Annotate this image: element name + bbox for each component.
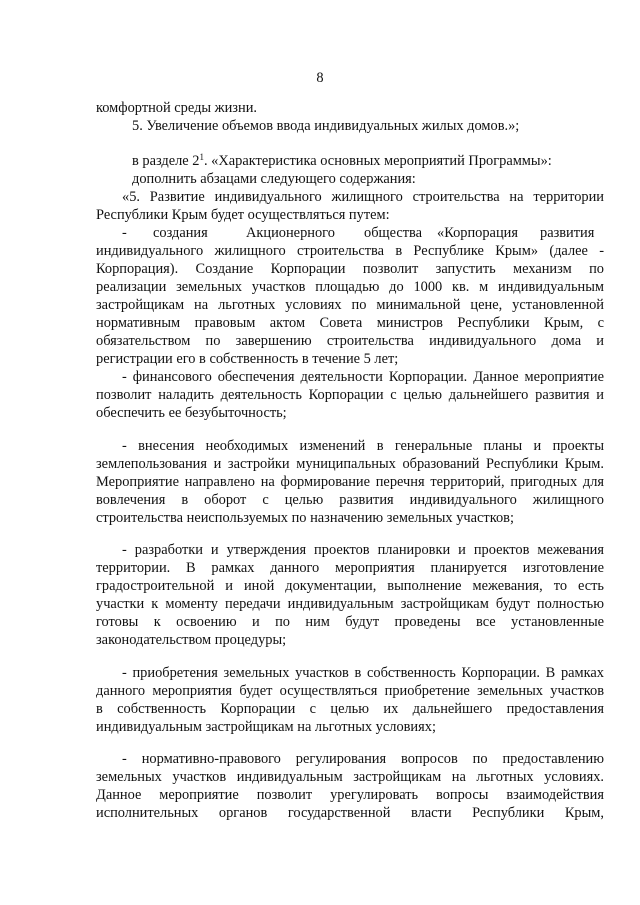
bullet-dash: -	[122, 225, 127, 241]
text-line: - приобретения земельных участков в собственность Корпорации. В рамках	[122, 665, 604, 681]
text-line: Республики Крым будет осуществляться путем:	[96, 207, 390, 223]
text-line: застройщикам на льготных условиях по минимальной цене, установленной	[96, 297, 604, 313]
text-line: Данное мероприятие позволит урегулировать вопросы взаимодействия	[96, 787, 604, 803]
section-reference-line	[132, 152, 552, 170]
text-line: - разработки и утверждения проектов планировки и проектов межевания	[122, 542, 604, 558]
text-line: земельных участков индивидуальным застройщикам на льготных условиях.	[96, 769, 604, 785]
text-line: строительства неиспользуемых по назначению земельных участков;	[96, 510, 514, 526]
text-line: исполнительных органов государственной власти Республики Крым,	[96, 805, 604, 821]
text-line: Корпорация). Создание Корпорации позволит запустить механизм по	[96, 261, 604, 277]
text-line: градостроительной и иной документации, выполнение межевания, то есть	[96, 578, 604, 594]
text-line: в собственность Корпорации с целью их дальнейшего предоставления	[96, 701, 604, 717]
text-line: дополнить абзацами следующего содержания:	[132, 171, 416, 187]
text-word: развития	[540, 225, 595, 241]
text-line: «5. Развитие индивидуального жилищного строительства на территории	[122, 189, 604, 205]
text-line: индивидуальным застройщикам на льготных условиях;	[96, 719, 436, 735]
text-line: комфортной среды жизни.	[96, 100, 257, 116]
text-line: индивидуального жилищного строительства в Республике Крым» (далее -	[96, 243, 604, 259]
text-word: «Корпорация	[437, 225, 518, 241]
text-line: 5. Увеличение объемов ввода индивидуальных жилых домов.»;	[132, 118, 520, 134]
text-word: создания	[153, 225, 208, 241]
text-segment: . «Характеристика основных мероприятий Программы»:	[203, 153, 552, 169]
text-word: Акционерного	[246, 225, 335, 241]
text-line: - внесения необходимых изменений в генеральные планы и проекты	[122, 438, 604, 454]
text-line: данного мероприятия будет осуществляться приобретение земельных участков	[96, 683, 604, 699]
text-line: территории. В рамках данного мероприятия планируется изготовление	[96, 560, 604, 576]
text-line: обязательством по завершению строительства индивидуального дома и	[96, 333, 604, 349]
text-line: обеспечить ее безубыточность;	[96, 405, 287, 421]
text-line: землепользования и застройки муниципальных образований Республики Крым.	[96, 456, 604, 472]
text-line: нормативным правовым актом Совета министров Республики Крым, с	[96, 315, 604, 331]
superscript: 1	[199, 152, 204, 162]
text-line: вовлечения в оборот с целью развития индивидуального жилищного	[96, 492, 604, 508]
text-line: участки к моменту передачи индивидуальным застройщикам будут полностью	[96, 596, 604, 612]
text-line: готовы к освоению и по ним будут проведены все установленные	[96, 614, 604, 630]
text-word: общества	[364, 225, 423, 241]
text-line: законодательством процедуры;	[96, 632, 287, 648]
text-line: - финансового обеспечения деятельности Корпорации. Данное мероприятие	[122, 369, 604, 385]
text-line: - нормативно-правового регулирования вопросов по предоставлению	[122, 751, 604, 767]
text-line: регистрации его в собственность в течение 5 лет;	[96, 351, 399, 367]
text-line: позволит наладить деятельность Корпорации с целью дальнейшего развития и	[96, 387, 604, 403]
text-segment: в разделе 2	[132, 153, 200, 169]
text-line: Мероприятие направлено на формирование перечня территорий, пригодных для	[96, 474, 604, 490]
text-line: реализации земельных участков площадью до 1000 кв. м индивидуальным	[96, 279, 604, 295]
page-number: 8	[316, 70, 324, 86]
